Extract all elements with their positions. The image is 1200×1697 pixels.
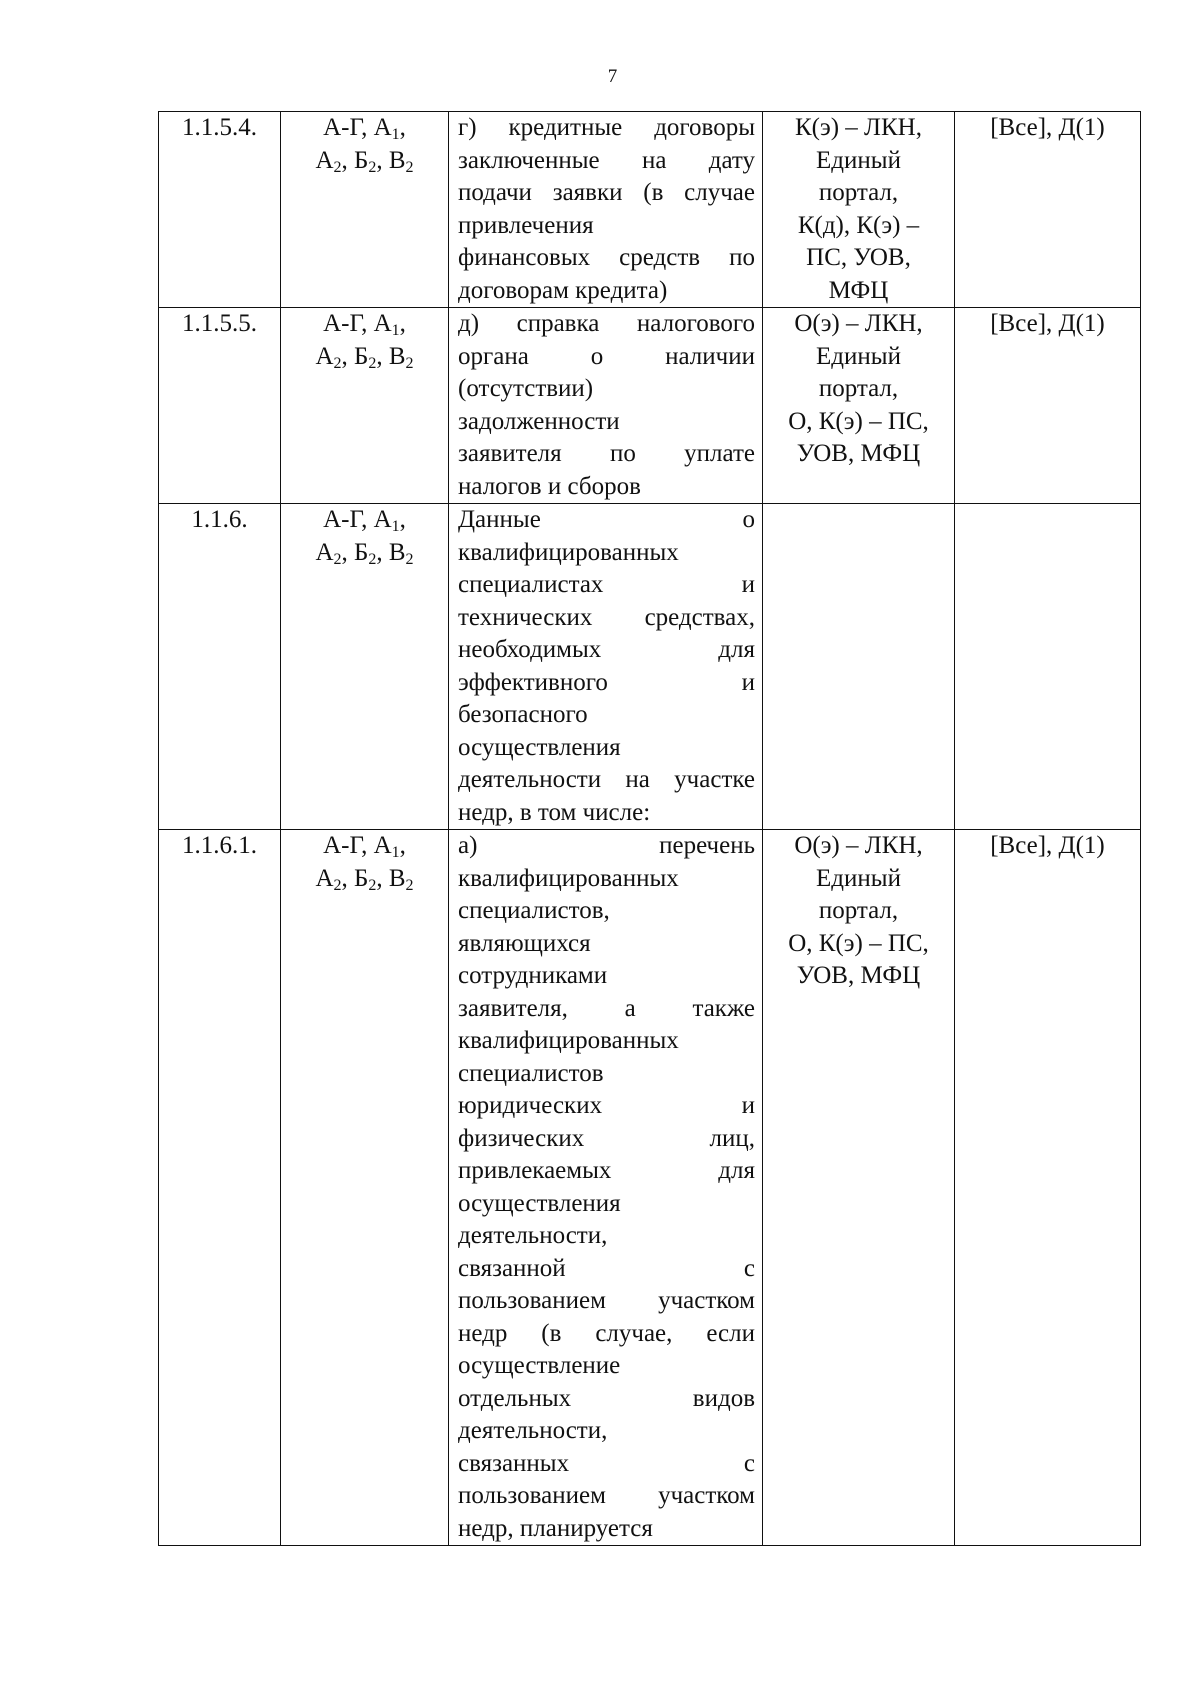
description-line: квалифицированных — [458, 1027, 679, 1054]
cat-line2-a: А — [315, 864, 334, 892]
form-line: О, К(э) – ПС, — [788, 929, 929, 957]
cat-line2-c: , В — [376, 538, 406, 566]
cat-line2-b: , Б — [341, 864, 369, 892]
form-line: УОВ, МФЦ — [796, 440, 921, 467]
description-line: пользованием участком — [458, 1482, 755, 1509]
description-line: технических средствах, — [458, 603, 755, 631]
document-description — [449, 112, 763, 308]
description-line: заявителя по уплате — [458, 440, 755, 467]
submission-form — [763, 830, 955, 1546]
cat-line1-tail: , — [399, 506, 406, 533]
cat-line1-sub: 1 — [391, 322, 400, 339]
table-row — [159, 308, 1141, 504]
document-description — [449, 830, 763, 1546]
description-line: заявителя, а также — [458, 994, 755, 1022]
description-line: привлечения — [458, 211, 594, 239]
requirement-note: [Все], Д(1) — [955, 830, 1141, 1546]
form-line: Единый — [816, 342, 901, 370]
description-line: юридических и — [458, 1092, 755, 1119]
form-line: О, К(э) – ПС, — [788, 407, 929, 435]
form-line: К(э) – ЛКН, — [795, 114, 922, 141]
submission-form — [763, 112, 955, 308]
page-number: 7 — [607, 66, 618, 87]
description-line: квалифицированных — [458, 538, 679, 566]
description-line: пользованием участком — [458, 1287, 755, 1314]
cat-line2-a: А — [315, 342, 334, 370]
description-line: сотрудниками — [458, 962, 608, 989]
description-line: квалифицированных — [458, 864, 679, 892]
description-line: связанной с — [458, 1254, 755, 1282]
submission-form — [763, 308, 955, 504]
requirement-note: [Все], Д(1) — [955, 308, 1141, 504]
cat-line2-sub3: 2 — [405, 876, 414, 894]
form-line: МФЦ — [828, 276, 889, 304]
cat-line1-sub: 1 — [391, 518, 400, 535]
description-line: специалистов, — [458, 897, 610, 924]
description-line: связанных с — [458, 1449, 755, 1477]
document-description — [449, 308, 763, 504]
description-line: специалистах и — [458, 571, 755, 598]
cat-line2-b: , Б — [341, 342, 369, 370]
requirements-table — [158, 111, 1141, 1546]
item-number: 1.1.6. — [159, 504, 281, 830]
item-number: 1.1.6.1. — [159, 830, 281, 1546]
document-description — [449, 504, 763, 830]
description-line: а) перечень — [458, 832, 755, 859]
form-line: ПС, УОВ, — [806, 244, 911, 271]
applicant-categories — [281, 504, 449, 830]
description-line: недр (в случае, если — [458, 1319, 755, 1347]
cat-line2-sub2: 2 — [368, 158, 377, 176]
description-line: финансовых средств по — [458, 244, 755, 271]
description-line: физических лиц, — [458, 1124, 755, 1152]
description-line: отдельных видов — [458, 1384, 755, 1412]
cat-line2-b: , Б — [341, 146, 369, 174]
cat-line2-sub3: 2 — [405, 550, 414, 568]
cat-line2-c: , В — [376, 146, 406, 174]
applicant-categories — [281, 308, 449, 504]
cat-line2-sub1: 2 — [333, 354, 342, 372]
description-line: д) справка налогового — [458, 310, 755, 337]
form-line: Единый — [816, 146, 901, 174]
cat-line1-main: А-Г, А — [323, 114, 392, 141]
description-line: подачи заявки (в случае — [458, 179, 755, 206]
description-line: осуществления — [458, 1189, 621, 1217]
table-row — [159, 504, 1141, 830]
cat-line2-a: А — [315, 146, 334, 174]
description-line: заключенные на дату — [458, 146, 755, 174]
applicant-categories — [281, 830, 449, 1546]
item-number: 1.1.5.5. — [159, 308, 281, 504]
description-line: деятельности, — [458, 1222, 608, 1249]
cat-line1-sub: 1 — [391, 126, 400, 143]
table-row — [159, 112, 1141, 308]
item-number: 1.1.5.4. — [159, 112, 281, 308]
requirement-note — [955, 504, 1141, 830]
form-line: портал, — [818, 375, 899, 402]
cat-line2-sub2: 2 — [368, 550, 377, 568]
cat-line1-main: А-Г, А — [323, 832, 392, 859]
cat-line1-tail: , — [399, 114, 406, 141]
cat-line1-main: А-Г, А — [323, 310, 392, 337]
form-line: О(э) – ЛКН, — [794, 832, 923, 859]
description-line: деятельности, — [458, 1417, 608, 1444]
description-line: органа о наличии — [458, 342, 755, 370]
cat-line1-tail: , — [399, 832, 406, 859]
description-line: осуществления — [458, 733, 621, 761]
description-line: Данные о — [458, 506, 755, 533]
form-line: портал, — [818, 179, 899, 206]
cat-line2-sub3: 2 — [405, 354, 414, 372]
description-line: налогов и сборов — [458, 472, 641, 500]
cat-line2-sub2: 2 — [368, 876, 377, 894]
applicant-categories — [281, 112, 449, 308]
description-line: необходимых для — [458, 636, 755, 663]
form-line: Единый — [816, 864, 901, 892]
description-line: г) кредитные договоры — [458, 114, 755, 141]
cat-line1-tail: , — [399, 310, 406, 337]
form-line: К(д), К(э) – — [797, 211, 920, 239]
cat-line2-a: А — [315, 538, 334, 566]
description-line: недр, в том числе: — [458, 798, 651, 826]
form-line: УОВ, МФЦ — [796, 962, 921, 989]
cat-line2-sub1: 2 — [333, 158, 342, 176]
description-line: являющихся — [458, 929, 591, 957]
description-line: привлекаемых для — [458, 1157, 755, 1184]
form-line: О(э) – ЛКН, — [794, 310, 923, 337]
description-line: специалистов — [458, 1059, 604, 1087]
submission-form — [763, 504, 955, 830]
description-line: деятельности на участке — [458, 766, 755, 793]
description-line: эффективного и — [458, 668, 755, 696]
requirement-note: [Все], Д(1) — [955, 112, 1141, 308]
cat-line1-main: А-Г, А — [323, 506, 392, 533]
cat-line2-sub3: 2 — [405, 158, 414, 176]
description-line: осуществление — [458, 1352, 621, 1379]
cat-line2-sub1: 2 — [333, 876, 342, 894]
description-line: безопасного — [458, 701, 588, 728]
cat-line2-c: , В — [376, 342, 406, 370]
description-line: задолженности — [458, 407, 620, 435]
cat-line1-sub: 1 — [391, 844, 400, 861]
cat-line2-c: , В — [376, 864, 406, 892]
description-line: недр, планируется — [458, 1514, 653, 1542]
cat-line2-sub2: 2 — [368, 354, 377, 372]
description-line: договорам кредита) — [458, 276, 668, 304]
table-row — [159, 830, 1141, 1546]
description-line: (отсутствии) — [458, 375, 594, 402]
cat-line2-b: , Б — [341, 538, 369, 566]
cat-line2-sub1: 2 — [333, 550, 342, 568]
form-line: портал, — [818, 897, 899, 924]
